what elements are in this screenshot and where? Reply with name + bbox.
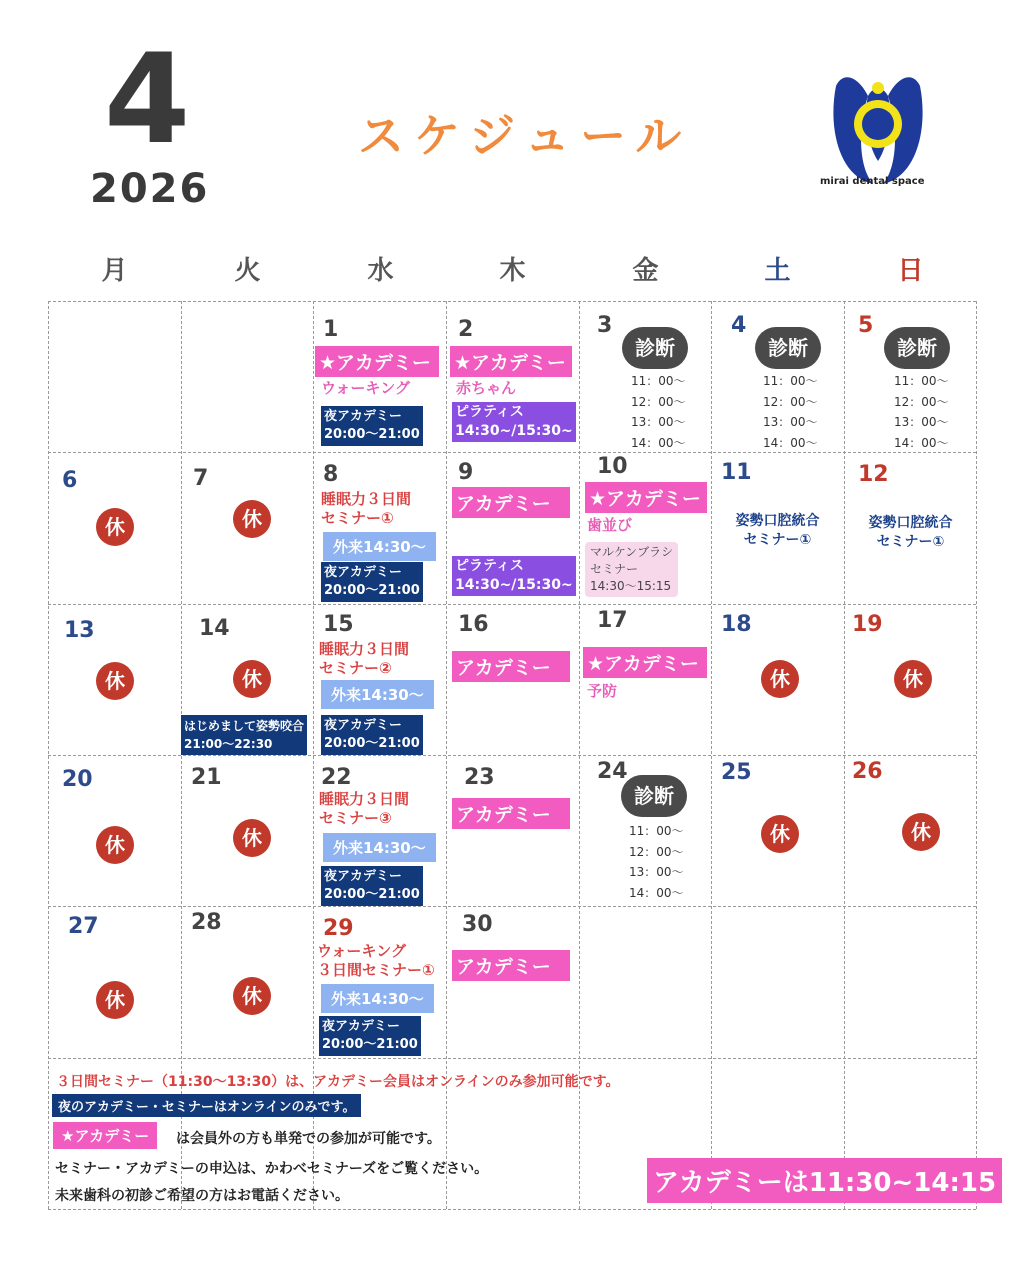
day-number: 24	[597, 759, 628, 784]
day-number: 19	[852, 612, 883, 637]
day-number: 4	[731, 313, 747, 338]
day-cell-14	[181, 604, 314, 755]
weekday-wed: 水	[367, 256, 394, 286]
outpatient-badge: 外来14:30〜	[323, 532, 436, 561]
outpatient-badge: 外来14:30〜	[323, 833, 436, 862]
pilates-badge: ピラティス 14:30~/15:30~	[452, 402, 576, 442]
year: 2026	[90, 166, 210, 212]
day-cell-23	[446, 755, 579, 906]
pilates-badge: ピラティス 14:30~/15:30~	[452, 556, 576, 596]
closed-badge: 休	[96, 981, 134, 1019]
day-number: 12	[858, 462, 889, 487]
day-cell-30	[446, 906, 579, 1057]
note-star-academy-tag: ★アカデミー	[53, 1122, 157, 1149]
day-cell-4	[711, 301, 844, 452]
star-academy-badge: ★アカデミー	[583, 647, 707, 678]
day-number: 15	[323, 612, 354, 637]
event-text: 睡眠力３日間 セミナー①	[321, 490, 412, 527]
day-number: 20	[62, 767, 93, 792]
day-cell-17	[579, 604, 712, 755]
day-cell-1	[313, 301, 446, 452]
diagnosis-badge: 診断	[755, 327, 821, 369]
closed-badge: 休	[761, 815, 799, 853]
outpatient-badge: 外来14:30〜	[321, 984, 434, 1013]
diagnosis-times: 11：00〜 12：00〜 13：00〜 14：00〜	[629, 824, 684, 900]
day-cell-26	[844, 755, 977, 906]
event-text: ウォーキング ３日間セミナー①	[317, 942, 435, 979]
day-number: 28	[191, 910, 222, 935]
day-number: 30	[462, 912, 493, 937]
day-number: 10	[597, 454, 628, 479]
page-title: スケジュール	[358, 109, 692, 163]
academy-badge: アカデミー	[452, 950, 570, 981]
star-academy-badge: ★アカデミー	[585, 482, 707, 513]
note-night-online: 夜のアカデミー・セミナーはオンラインのみです。	[52, 1094, 361, 1117]
day-number: 14	[199, 616, 230, 641]
day-cell-29	[313, 906, 446, 1057]
day-number: 21	[191, 765, 222, 790]
academy-badge: アカデミー	[452, 798, 570, 829]
diagnosis-badge: 診断	[622, 327, 688, 369]
event-text: 赤ちゃん	[456, 379, 517, 397]
event-text: 歯並び	[587, 516, 633, 534]
day-number: 22	[321, 765, 352, 790]
closed-badge: 休	[233, 977, 271, 1015]
diagnosis-times: 11：00〜 12：00〜 13：00〜 14：00〜	[894, 374, 949, 450]
diagnosis-times: 11：00〜 12：00〜 13：00〜 14：00〜	[631, 374, 686, 450]
closed-badge: 休	[233, 819, 271, 857]
day-cell-16	[446, 604, 579, 755]
day-cell-8	[313, 452, 446, 603]
day-number: 8	[323, 462, 339, 487]
academy-badge: アカデミー	[452, 487, 570, 518]
day-number: 11	[721, 460, 752, 485]
day-number: 5	[858, 313, 874, 338]
day-cell-11	[711, 452, 844, 603]
day-cell-9	[446, 452, 579, 603]
closed-badge: 休	[902, 813, 940, 851]
event-text: 姿勢口腔統合 セミナー①	[868, 515, 953, 550]
weekday-sun: 日	[897, 256, 924, 286]
event-text: 姿勢口腔統合 セミナー①	[735, 513, 820, 548]
diagnosis-badge: 診断	[884, 327, 950, 369]
closed-badge: 休	[96, 826, 134, 864]
weekday-fri: 金	[632, 256, 659, 286]
diagnosis-times: 11：00〜 12：00〜 13：00〜 14：00〜	[763, 374, 818, 450]
day-number: 23	[464, 765, 495, 790]
logo-text: mirai dental space	[820, 176, 925, 187]
day-number: 25	[721, 760, 752, 785]
diagnosis-badge: 診断	[621, 775, 687, 817]
day-cell-24	[579, 755, 712, 906]
closed-badge: 休	[761, 660, 799, 698]
closed-badge: 休	[233, 500, 271, 538]
weekday-mon: 月	[101, 256, 128, 286]
day-number: 9	[458, 460, 474, 485]
day-number: 16	[458, 612, 489, 637]
day-cell-18	[711, 604, 844, 755]
intro-seminar-badge: はじめまして姿勢咬合 21:00〜22:30	[181, 715, 307, 755]
night-academy-badge: 夜アカデミー 20:00〜21:00	[321, 562, 423, 602]
day-cell-21	[181, 755, 314, 906]
weekday-thu: 木	[499, 256, 526, 286]
night-academy-badge: 夜アカデミー 20:00〜21:00	[321, 406, 423, 446]
event-text: 睡眠力３日間 セミナー②	[319, 640, 410, 677]
academy-time-banner: アカデミーは11:30~14:15	[647, 1158, 1002, 1203]
day-cell-19	[844, 604, 977, 755]
night-academy-badge: 夜アカデミー 20:00〜21:00	[321, 866, 423, 906]
day-number: 6	[62, 468, 78, 493]
star-academy-badge: ★アカデミー	[315, 346, 439, 377]
night-academy-badge: 夜アカデミー 20:00〜21:00	[319, 1016, 421, 1056]
day-cell-3	[579, 301, 712, 452]
day-cell-15	[313, 604, 446, 755]
closed-badge: 休	[233, 660, 271, 698]
day-cell-5	[844, 301, 977, 452]
note-3day-seminar: ３日間セミナー（11:30〜13:30）は、アカデミー会員はオンラインのみ参加可能です。	[56, 1074, 620, 1090]
event-text: ウォーキング	[321, 379, 410, 397]
weekday-sat: 土	[764, 256, 791, 286]
night-academy-badge: 夜アカデミー 20:00〜21:00	[321, 715, 423, 755]
star-academy-badge: ★アカデミー	[450, 346, 572, 377]
weekday-tue: 火	[234, 256, 261, 286]
day-cell-28	[181, 906, 314, 1057]
note-nonmember: は会員外の方も単発での参加が可能です。	[176, 1131, 441, 1147]
day-number: 2	[458, 317, 474, 342]
day-number: 3	[597, 313, 613, 338]
event-text: 睡眠力３日間 セミナー③	[319, 790, 410, 827]
outpatient-badge: 外来14:30〜	[321, 680, 434, 709]
day-number: 26	[852, 759, 883, 784]
closed-badge: 休	[96, 662, 134, 700]
day-cell-27	[48, 906, 181, 1057]
academy-badge: アカデミー	[452, 651, 570, 682]
clinic-logo	[828, 66, 928, 190]
day-cell-10	[579, 452, 712, 603]
day-cell-13	[48, 604, 181, 755]
day-number: 29	[323, 916, 354, 941]
day-cell-12	[844, 452, 977, 603]
note-application: セミナー・アカデミーの申込は、かわべセミナーズをご覧ください。	[55, 1161, 489, 1177]
day-number: 17	[597, 608, 628, 633]
day-number: 27	[68, 914, 99, 939]
day-number: 18	[721, 612, 752, 637]
note-first-visit: 未来歯科の初診ご希望の方はお電話ください。	[55, 1188, 349, 1204]
day-cell-6	[48, 452, 181, 603]
day-number: 7	[193, 466, 209, 491]
marken-seminar-badge: マルケンブラシ セミナー 14:30〜15:15	[585, 542, 678, 597]
closed-badge: 休	[96, 508, 134, 546]
day-cell-25	[711, 755, 844, 906]
day-number: 1	[323, 317, 339, 342]
day-cell-7	[181, 452, 314, 603]
event-text: 予防	[587, 682, 618, 700]
day-cell-20	[48, 755, 181, 906]
day-cell-22	[313, 755, 446, 906]
day-cell-2	[446, 301, 579, 452]
month-number: 4	[104, 28, 191, 172]
day-number: 13	[64, 618, 95, 643]
closed-badge: 休	[894, 660, 932, 698]
